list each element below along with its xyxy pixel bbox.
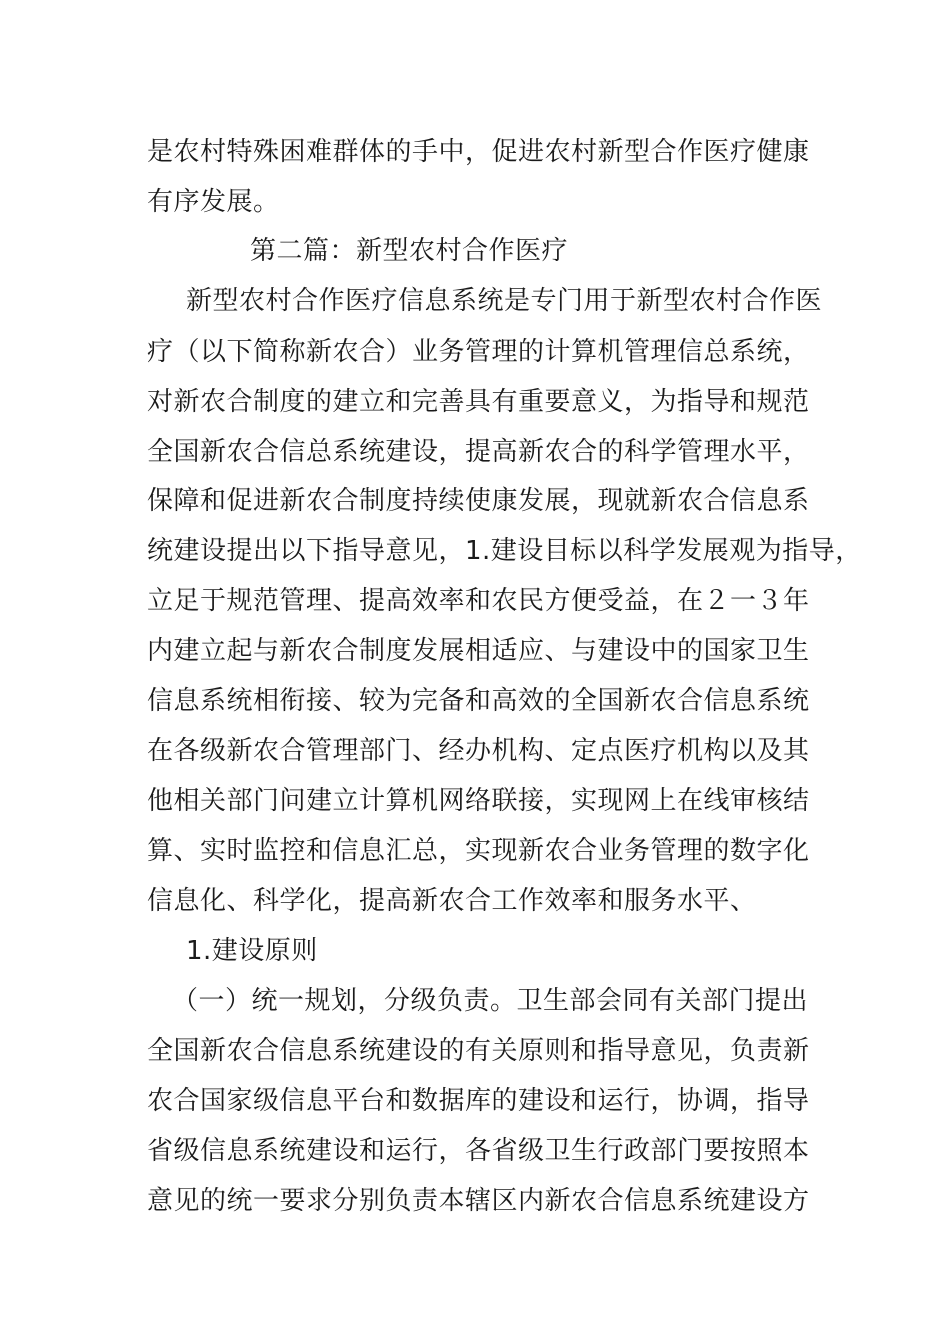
paragraph-first-line: 新型农村合作医疗信息系统是专门用于新型农村合作医	[186, 286, 823, 316]
subsection-heading: 1.建设原则	[186, 936, 318, 966]
body-text-line: 算、实时监控和信息汇总，实现新农合业务管理的数字化	[147, 836, 810, 866]
section-heading: 第二篇：新型农村合作医疗	[250, 236, 569, 266]
body-text-line: 信息化、科学化，提高新农合工作效率和服务水平、	[147, 886, 757, 916]
body-text-line: 对新农合制度的建立和完善具有重要意义，为指导和规范	[147, 387, 810, 417]
body-text-line: 意见的统一要求分别负责本辖区内新农合信息系统建设方	[147, 1186, 810, 1216]
body-text-line: 是农村特殊困难群体的手中，促进农村新型合作医疗健康	[147, 137, 810, 167]
body-text-line: 农合国家级信息平台和数据库的建设和运行，协调，指导	[147, 1086, 810, 1116]
body-text-line: 保障和促进新农合制度持续使康发展，现就新农合信息系	[147, 486, 810, 516]
body-text-line: 省级信息系统建设和运行，各省级卫生行政部门要按照本	[147, 1136, 810, 1166]
body-text-line: 统建设提出以下指导意见，1.建设目标以科学发展观为指导，	[147, 536, 862, 566]
body-text-line: 有序发展。	[147, 187, 280, 217]
body-text-line: 他相关部门问建立计算机网络联接，实现网上在线审核结	[147, 786, 810, 816]
body-text-line: 立足于规范管理、提高效率和农民方便受益，在２一３年	[147, 586, 810, 616]
body-text-line: 内建立起与新农合制度发展相适应、与建设中的国家卫生	[147, 636, 810, 666]
body-text-line: 疗（以下简称新农合）业务管理的计算机管理信总系统，	[147, 337, 810, 367]
body-text-line: 在各级新农合管理部门、经办机构、定点医疗机构以及其	[147, 736, 810, 766]
body-text-line: 全国新农合信总系统建设，提高新农合的科学管理水平，	[147, 437, 810, 467]
body-text-line: 信息系统相衔接、较为完备和高效的全国新农合信息系统	[147, 686, 810, 716]
body-text-line: 全国新农合信息系统建设的有关原则和指导意见，负责新	[147, 1036, 810, 1066]
paragraph-first-line: （一）统一规划，分级负责。卫生部会同有关部门提出	[172, 986, 809, 1016]
